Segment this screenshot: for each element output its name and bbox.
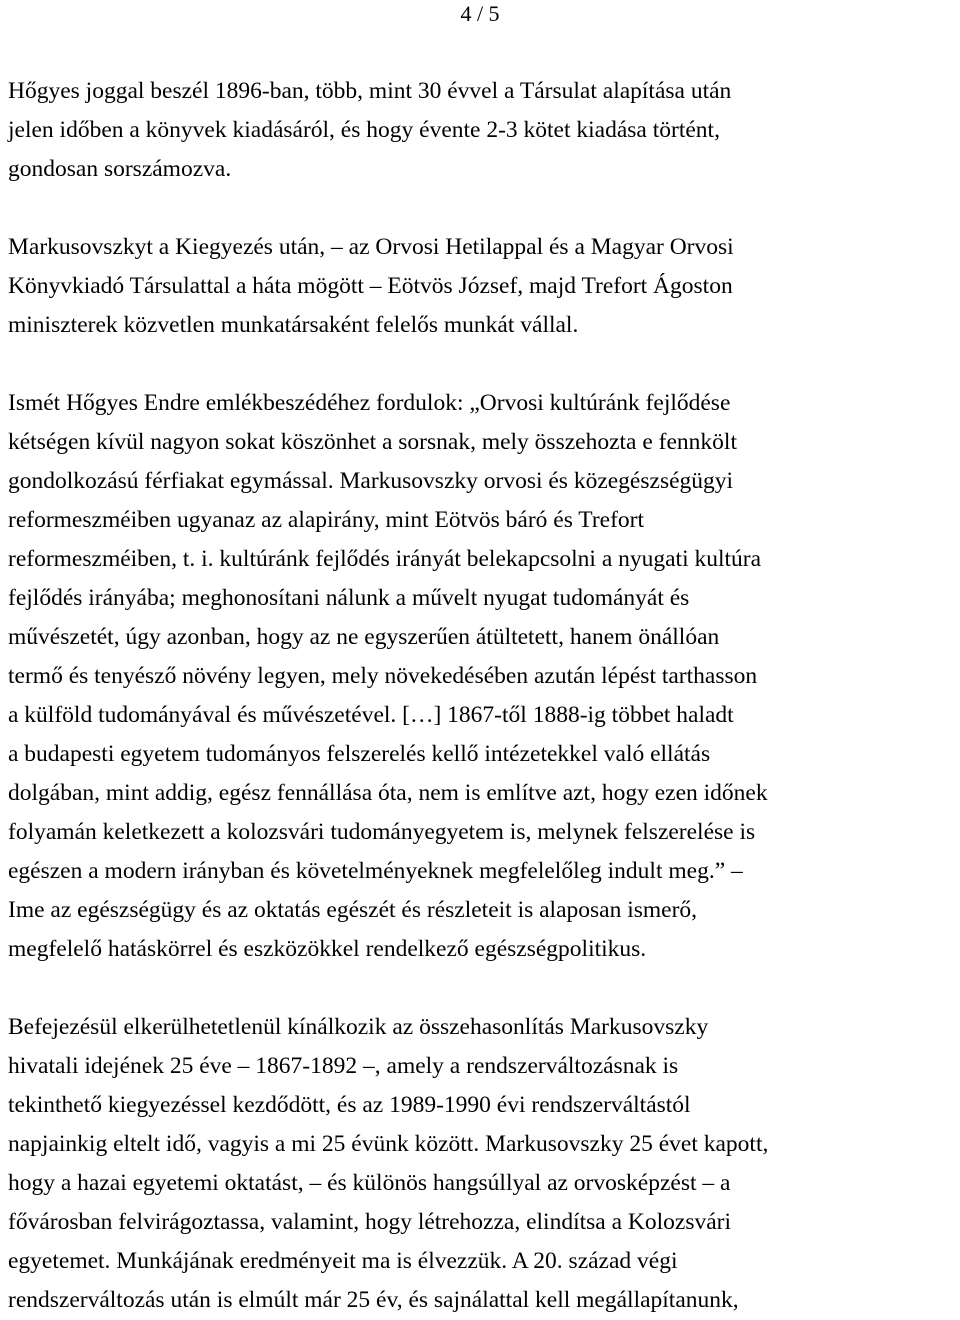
document-body [8, 72, 958, 1320]
text-line: gondolkozású férfiakat egymással. Markusovszky orvosi és közegészségügyi [8, 468, 734, 494]
text-line: megfelelő hatáskörrel és eszközökkel rendelkező egészségpolitikus. [8, 936, 647, 962]
text-line: hogy a hazai egyetemi oktatást, – és különös hangsúllyal az orvosképzést – a [8, 1170, 731, 1196]
text-line: Ismét Hőgyes Endre emlékbeszédéhez fordulok: „Orvosi kultúránk fejlődése [8, 390, 731, 416]
text-line: művészetét, úgy azonban, hogy az ne egyszerűen átültetett, hanem önállóan [8, 624, 720, 650]
text-line: a budapesti egyetem tudományos felszerelés kellő intézetekkel való ellátás [8, 741, 711, 767]
text-line: reformeszméiben, t. i. kultúránk fejlődés irányát belekapcsolni a nyugati kultúra [8, 546, 762, 572]
text-line: fővárosban felvirágoztassa, valamint, hogy létrehozza, elindítsa a Kolozsvári [8, 1209, 732, 1235]
text-line: Ime az egészségügy és az oktatás egészét és részleteit is alaposan ismerő, [8, 897, 698, 923]
text-line: dolgában, mint addig, egész fennállása óta, nem is említve azt, hogy ezen időnek [8, 780, 768, 806]
text-line: kétségen kívül nagyon sokat köszönhet a sorsnak, mely összehozta e fennkölt [8, 429, 737, 455]
text-line: Könyvkiadó Társulattal a háta mögött – Eötvös József, majd Trefort Ágoston [8, 273, 733, 299]
text-line: Befejezésül elkerülhetetlenül kínálkozik az összehasonlítás Markusovszky [8, 1014, 709, 1040]
text-line: Hőgyes joggal beszél 1896-ban, több, mint 30 évvel a Társulat alapítása után [8, 78, 732, 104]
paragraph [8, 1008, 958, 1320]
text-line: a külföld tudományával és művészetével. […] 1867-től 1888-ig többet haladt [8, 702, 734, 728]
text-line: fejlődés irányába; meghonosítani nálunk a művelt nyugat tudományát és [8, 585, 690, 611]
paragraph [8, 228, 958, 345]
text-line: folyamán keletkezett a kolozsvári tudományegyetem is, melynek felszerelése is [8, 819, 756, 845]
text-line: egyetemet. Munkájának eredményeit ma is élvezzük. A 20. század végi [8, 1248, 678, 1274]
text-line: egészen a modern irányban és követelményeknek megfelelőleg indult meg.” – [8, 858, 743, 884]
text-line: gondosan sorszámozva. [8, 156, 232, 182]
paragraph [8, 72, 958, 189]
paragraph [8, 384, 958, 969]
text-line: rendszerváltozás után is elmúlt már 25 év, és sajnálattal kell megállapítanunk, [8, 1287, 739, 1313]
text-line: miniszterek közvetlen munkatársaként felelős munkát vállal. [8, 312, 579, 338]
page-number: 4 / 5 [460, 1, 500, 26]
text-line: reformeszméiben ugyanaz az alapirány, mint Eötvös báró és Trefort [8, 507, 645, 533]
text-line: napjainkig eltelt idő, vagyis a mi 25 évünk között. Markusovszky 25 évet kapott, [8, 1131, 769, 1157]
text-line: termő és tenyésző növény legyen, mely növekedésében azután lépést tarthasson [8, 663, 758, 689]
text-line: jelen időben a könyvek kiadásáról, és hogy évente 2-3 kötet kiadása történt, [8, 117, 720, 143]
text-line: Markusovszkyt a Kiegyezés után, – az Orvosi Hetilappal és a Magyar Orvosi [8, 234, 734, 260]
text-line: hivatali idejének 25 éve – 1867-1892 –, amely a rendszerváltozásnak is [8, 1053, 679, 1079]
text-line: tekinthető kiegyezéssel kezdődött, és az 1989-1990 évi rendszerváltástól [8, 1092, 691, 1118]
